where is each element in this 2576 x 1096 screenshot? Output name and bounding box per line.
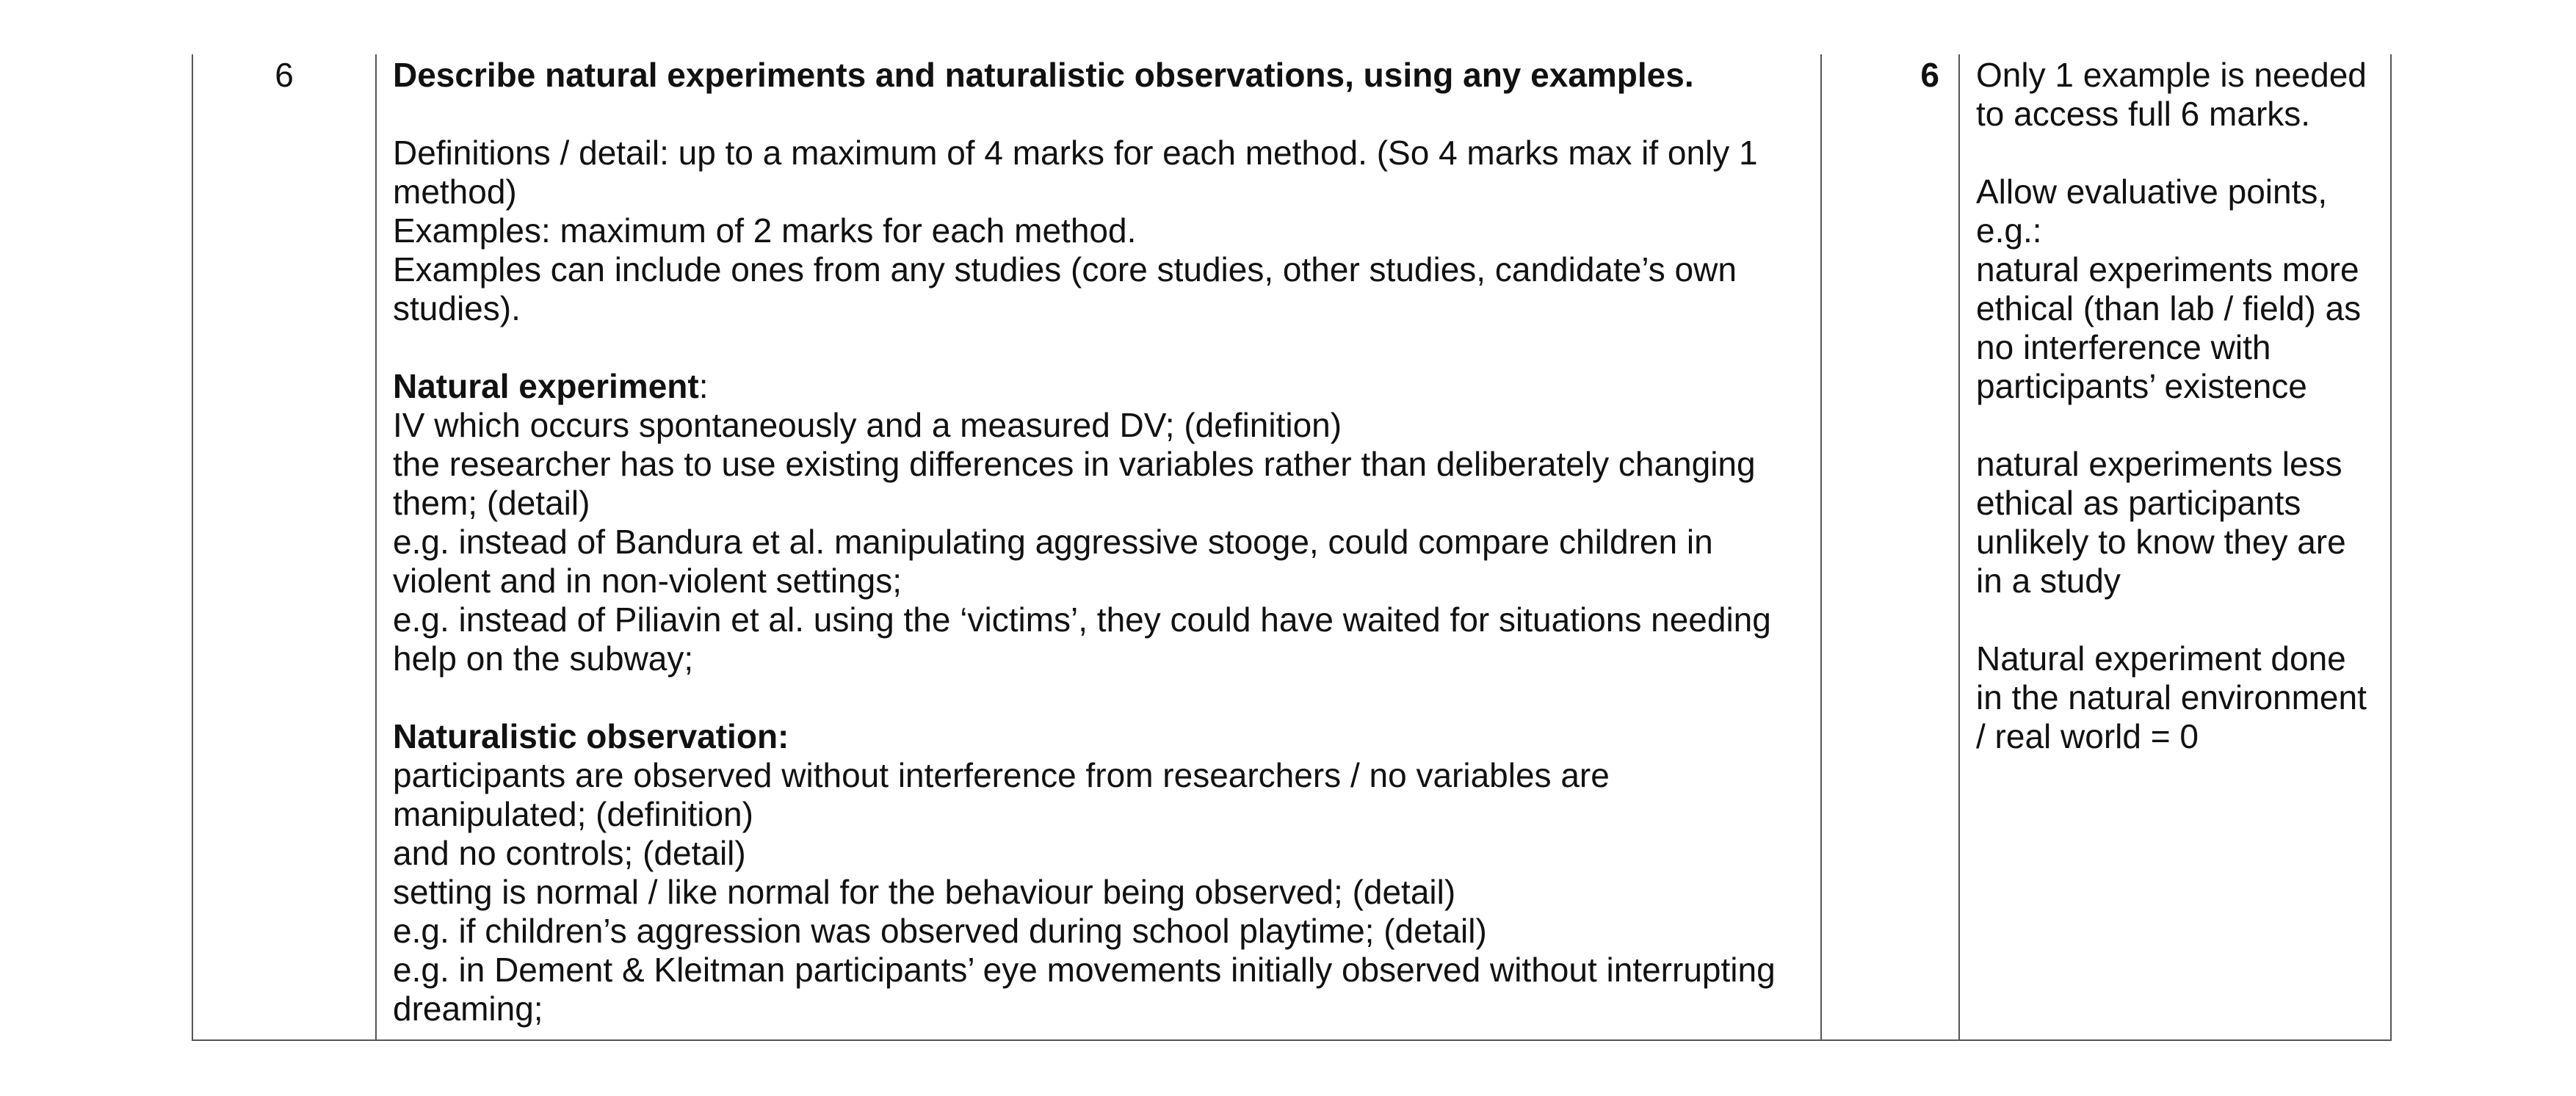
question-number-cell: [193, 54, 377, 1039]
question-text: Describe natural experiments and naturalistic observations, using any examples.: [393, 56, 1694, 94]
intro-line-1: Definitions / detail: up to a maximum of 4 marks for each method. (So 4 marks max if only 1 method): [393, 134, 1758, 211]
question-number: 6: [275, 56, 294, 94]
guidance-note-1: Only 1 example is needed to access full 6 marks.: [1976, 56, 2367, 133]
natural-experiment-line-3: e.g. instead of Bandura et al. manipulating aggressive stooge, could compare children in violent and in non-violent settings;: [393, 523, 1713, 600]
intro-line-2: Examples: maximum of 2 marks for each method.: [393, 211, 1137, 250]
marks-value: 6: [1920, 56, 1939, 94]
marks-cell: [1822, 54, 1960, 1039]
naturalistic-observation-line-1: participants are observed without interference from researchers / no variables are manipulated; (definition): [393, 756, 1610, 833]
natural-experiment-line-2: the researcher has to use existing differences in variables rather than deliberately changing them; (detail): [393, 445, 1756, 522]
naturalistic-observation-line-5: e.g. in Dement & Kleitman participants’ eye movements initially observed without interrupting dreaming;: [393, 951, 1776, 1028]
guidance-cell: [1960, 54, 2393, 1039]
naturalistic-observation-heading: Naturalistic observation:: [393, 717, 789, 755]
natural-experiment-colon: :: [698, 367, 709, 405]
naturalistic-observation-line-2: and no controls; (detail): [393, 834, 746, 872]
naturalistic-observation-line-3: setting is normal / like normal for the behaviour being observed; (detail): [393, 873, 1456, 911]
natural-experiment-line-1: IV which occurs spontaneously and a measured DV; (definition): [393, 406, 1342, 444]
guidance-note-2-body: natural experiments more ethical (than lab / field) as no interference with participants’ existence: [1976, 250, 2362, 405]
guidance-note-2-title: Allow evaluative points, e.g.:: [1976, 173, 2328, 250]
natural-experiment-title: Natural experiment: [393, 367, 699, 405]
naturalistic-observation-line-4: e.g. if children’s aggression was observed during school playtime; (detail): [393, 912, 1487, 950]
natural-experiment-heading: [393, 367, 1784, 406]
guidance-note-3: natural experiments less ethical as participants unlikely to know they are in a study: [1976, 445, 2346, 600]
guidance-note-4: Natural experiment done in the natural environment / real world = 0: [1976, 639, 2367, 755]
answer-cell: [377, 54, 1822, 1039]
natural-experiment-line-4: e.g. instead of Piliavin et al. using the ‘victims’, they could have waited for situations needing help on the subway;: [393, 600, 1771, 678]
mark-scheme-table: [192, 54, 2392, 1041]
intro-line-3: Examples can include ones from any studies (core studies, other studies, candidate’s own studies).: [393, 250, 1737, 327]
